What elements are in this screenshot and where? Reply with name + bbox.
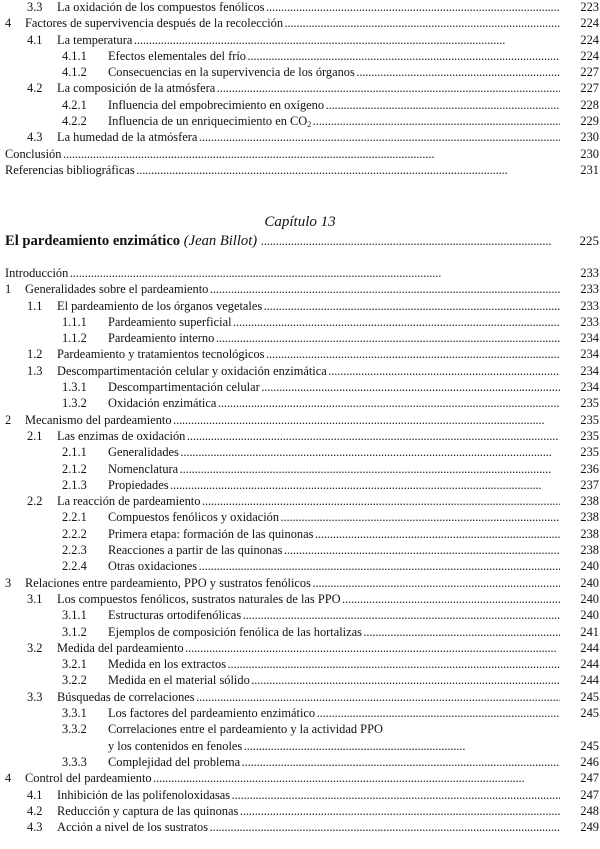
toc-previous-chapter [0, 0, 600, 178]
toc-entry-number: 1.2 [27, 347, 43, 362]
toc-entry[interactable] [0, 509, 600, 525]
toc-entry-title-text: La humedad de la atmósfera [57, 130, 198, 145]
toc-entry[interactable] [0, 113, 600, 129]
toc-entry-page-number: 240 [580, 575, 599, 590]
toc-entry-title [108, 395, 560, 411]
toc-entry-title-text: Generalidades sobre el pardeamiento [25, 282, 209, 297]
toc-entry[interactable] [0, 526, 600, 542]
toc-entry-title [108, 330, 560, 346]
toc-entry-page-number: 240 [580, 608, 599, 623]
toc-entry-title [25, 575, 560, 591]
toc-entry-title [5, 265, 560, 281]
toc-entry-number: 3.1 [27, 591, 43, 606]
toc-entry-page-number: 247 [580, 771, 599, 786]
toc-entry-title-text: Pardeamiento superficial [108, 314, 232, 329]
toc-entry-number: 2.1.3 [62, 477, 87, 492]
toc-entry-page-number: 246 [580, 754, 599, 769]
toc-entry[interactable] [0, 15, 600, 31]
toc-entry-title-text: Propiedades [108, 477, 169, 492]
toc-entry-title-text: Descompartimentación celular [108, 380, 260, 395]
toc-entry-title-text: Descompartimentación celular y oxidación enzimática [57, 363, 327, 378]
toc-entry-page-number: 230 [580, 146, 599, 161]
toc-entry[interactable] [0, 575, 600, 591]
toc-entry-title [57, 819, 560, 835]
toc-entry-title-text: Generalidades [108, 445, 179, 460]
toc-entry-title [57, 363, 560, 379]
toc-entry-number: 3.3.3 [62, 754, 87, 769]
toc-entry-number: 3.3.1 [62, 706, 87, 721]
toc-entry-number: 1.3 [27, 363, 43, 378]
toc-entry-number: 4.2.1 [62, 97, 87, 112]
toc-entry-title [57, 298, 560, 314]
toc-entry-number: 2.1.2 [62, 461, 87, 476]
toc-entry-page-number: 244 [580, 657, 599, 672]
toc-entry-title-text: Control del pardeamiento [25, 771, 152, 786]
toc-entry-title [108, 444, 560, 460]
toc-entry-title-line: Correlaciones entre el pardeamiento y la actividad PPO [108, 722, 383, 737]
toc-entry[interactable] [0, 363, 600, 379]
toc-entry-page-number: 248 [580, 803, 599, 818]
toc-entry[interactable] [0, 672, 600, 688]
toc-entry-title [25, 281, 560, 297]
toc-entry-title-text: Medida del pardeamiento [57, 640, 184, 655]
toc-entry-page-number: 224 [580, 48, 599, 63]
toc-entry[interactable] [0, 379, 600, 395]
toc-entry[interactable] [0, 330, 600, 346]
toc-entry-page-number: 230 [580, 130, 599, 145]
toc-entry-title [57, 80, 560, 96]
toc-entry[interactable] [0, 64, 600, 80]
toc-entry-title-text: Factores de supervivencia después de la recolección [25, 16, 284, 31]
toc-entry-title [108, 314, 560, 330]
toc-entry-title-text: Oxidación enzimática [108, 396, 217, 411]
toc-entry-title [57, 32, 560, 48]
toc-entry-number: 3.2.1 [62, 657, 87, 672]
toc-entry-title-text: La temperatura [57, 32, 133, 47]
toc-entry-number: 3.1.1 [62, 608, 87, 623]
toc-entry-subscript: 2 [307, 120, 312, 130]
toc-entry-title [108, 624, 560, 640]
toc-entry-page-number: 240 [580, 591, 599, 606]
toc-entry[interactable] [0, 412, 600, 428]
toc-entry-page-number: 233 [580, 314, 599, 329]
toc-entry-number: 4.2 [27, 81, 43, 96]
chapter-page-number: 225 [579, 233, 599, 248]
toc-entry-page-number: 233 [580, 298, 599, 313]
toc-entry-page-number: 247 [580, 787, 599, 802]
toc-entry-title [57, 591, 560, 607]
toc-entry-number: 2.2 [27, 494, 43, 509]
toc-entry[interactable] [0, 346, 600, 362]
toc-entry-title-text: Inhibición de las polifenoloxidasas [57, 787, 231, 802]
toc-entry-title [108, 558, 560, 574]
toc-entry-number: 3.1.2 [62, 624, 87, 639]
toc-entry[interactable] [0, 705, 600, 721]
toc-entry-number: 2.2.2 [62, 526, 87, 541]
toc-entry-page-number: 236 [580, 461, 599, 476]
toc-entry[interactable] [0, 32, 600, 48]
toc-entry-title-text: Nomenclatura [108, 461, 179, 476]
toc-entry-title [108, 97, 560, 113]
toc-entry-title-text: Los compuestos fenólicos, sustratos naturales de las PPO [57, 591, 341, 606]
toc-entry[interactable] [0, 803, 600, 819]
toc-entry-title [5, 162, 560, 178]
toc-entry-title [108, 656, 560, 672]
toc-entry-page-number: 235 [580, 412, 599, 427]
toc-entry-title-text: Influencia de un enriquecimiento en CO [108, 114, 308, 129]
toc-entry-page-number: 245 [580, 689, 599, 704]
toc-entry[interactable] [0, 48, 600, 64]
toc-entry[interactable] [0, 787, 600, 803]
toc-entry-title-text: Conclusión [5, 146, 62, 161]
toc-entry[interactable] [0, 656, 600, 672]
toc-entry-page-number: 224 [580, 32, 599, 47]
toc-entry[interactable] [0, 640, 600, 656]
toc-entry[interactable] [0, 770, 600, 786]
toc-entry-page-number: 229 [580, 114, 599, 129]
toc-chapter-13 [0, 265, 600, 835]
toc-entry-number: 3 [5, 575, 12, 590]
toc-entry-number: 4.2 [27, 803, 43, 818]
toc-entry-title [57, 428, 560, 444]
toc-entry-title-text: Acción a nivel de los sustratos [57, 820, 209, 835]
toc-entry-page-number: 227 [580, 65, 599, 80]
toc-entry-title [108, 542, 560, 558]
toc-entry-number: 3.3 [27, 0, 43, 14]
toc-entry-title-text: Complejidad del problema [108, 754, 241, 769]
toc-entry-page-number: 224 [580, 16, 599, 31]
toc-entry-page-number: 238 [580, 526, 599, 541]
toc-entry-title-text: Compuestos fenólicos y oxidación [108, 510, 280, 525]
toc-entry[interactable] [0, 542, 600, 558]
toc-entry-title-text: Las enzimas de oxidación [57, 428, 186, 443]
toc-entry-title-text: La oxidación de los compuestos fenólicos [57, 0, 265, 14]
toc-entry-page-number: 237 [580, 477, 599, 492]
toc-entry-number: 1.1.1 [62, 314, 87, 329]
toc-entry-page-number: 227 [580, 81, 599, 96]
toc-entry[interactable] [0, 477, 600, 493]
chapter-title: El pardeamiento enzimático [5, 233, 181, 249]
toc-entry-number: 3.2 [27, 640, 43, 655]
toc-entry-number: 4.2.2 [62, 114, 87, 129]
toc-entry-title-text: Los factores del pardeamiento enzimático [108, 706, 316, 721]
toc-entry-title [108, 477, 560, 493]
toc-entry-number: 2 [5, 412, 12, 427]
toc-entry-title [5, 146, 560, 162]
toc-entry-title-text: Introducción [5, 266, 69, 280]
toc-entry-title-text: El pardeamiento de los órganos vegetales [57, 298, 263, 313]
toc-entry-page-number: 234 [580, 347, 599, 362]
toc-entry-title [108, 48, 560, 64]
toc-entry-title-text: Estructuras ortodifenólicas [108, 608, 242, 623]
toc-entry-page-number: 234 [580, 380, 599, 395]
toc-entry-title [57, 803, 560, 819]
toc-entry[interactable] [0, 428, 600, 444]
toc-entry-title-text: Efectos elementales del frío [108, 48, 246, 63]
toc-entry-title-text: Referencias bibliográficas [5, 162, 135, 177]
toc-entry-title [108, 526, 560, 542]
toc-entry-number: 1.1.2 [62, 331, 87, 346]
toc-entry[interactable] [0, 162, 600, 178]
toc-entry-title-text: Pardeamiento interno [108, 331, 215, 346]
toc-entry-title [108, 705, 560, 721]
toc-entry-page-number: 228 [580, 97, 599, 112]
toc-entry[interactable] [0, 0, 600, 15]
toc-entry-page-number: 223 [580, 0, 599, 14]
toc-entry-title [57, 129, 560, 145]
toc-entry[interactable] [0, 558, 600, 574]
toc-entry-page-number: 234 [580, 331, 599, 346]
toc-entry-number: 2.1 [27, 428, 43, 443]
toc-entry-page-number: 244 [580, 673, 599, 688]
toc-entry-title [57, 640, 560, 656]
toc-entry-page-number: 233 [580, 282, 599, 297]
toc-entry-page-number: 235 [580, 396, 599, 411]
toc-entry-number: 2.2.3 [62, 543, 87, 558]
toc-entry[interactable] [0, 819, 600, 835]
toc-entry-title-text: Relaciones entre pardeamiento, PPO y sustratos fenólicos [25, 575, 311, 590]
toc-entry-page-number: 233 [580, 266, 599, 280]
toc-entry[interactable] [0, 97, 600, 113]
toc-entry-page-number: 240 [580, 559, 599, 574]
toc-entry-number: 1.1 [27, 298, 43, 313]
toc-entry[interactable] [0, 314, 600, 330]
toc-entry[interactable] [0, 591, 600, 607]
toc-entry-title [108, 461, 560, 477]
toc-entry-title [108, 672, 560, 688]
chapter-author: (Jean Billot) [183, 233, 258, 249]
toc-entry[interactable] [0, 461, 600, 477]
toc-entry-title [108, 607, 560, 623]
toc-entry[interactable] [0, 265, 600, 281]
toc-entry-page-number: 245 [580, 706, 599, 721]
toc-entry-title-text: Mecanismo del pardeamiento [25, 412, 172, 427]
toc-entry-number: 1 [5, 282, 12, 297]
toc-entry[interactable] [0, 624, 600, 640]
toc-entry-number: 3.3.2 [62, 722, 87, 737]
toc-entry-title-text: Búsquedas de correlaciones [57, 689, 195, 704]
toc-entry[interactable] [0, 444, 600, 460]
toc-entry[interactable] [0, 129, 600, 145]
toc-entry-number: 4.3 [27, 130, 43, 145]
toc-entry-number: 4 [5, 771, 12, 786]
toc-entry[interactable] [0, 80, 600, 96]
toc-entry[interactable] [0, 607, 600, 623]
toc-entry-title [108, 509, 560, 525]
toc-entry[interactable] [0, 754, 600, 770]
toc-entry-title-text: Medida en el material sólido [108, 673, 250, 688]
toc-entry[interactable] [0, 146, 600, 162]
toc-entry-number: 4.1 [27, 787, 43, 802]
toc-entry-title [25, 412, 560, 428]
toc-entry-number: 3.2.2 [62, 673, 87, 688]
toc-entry-title-text: Medida en los extractos [108, 657, 227, 672]
toc-entry-title [57, 0, 560, 15]
toc-entry-title-text: Influencia del empobrecimiento en oxígeno [108, 97, 325, 112]
toc-entry-page-number: 238 [580, 494, 599, 509]
toc-entry-number: 1.3.2 [62, 396, 87, 411]
toc-entry-title [108, 379, 560, 395]
toc-entry-title [108, 754, 560, 770]
toc-entry-number: 2.1.1 [62, 445, 87, 460]
toc-entry-page-number: 235 [580, 445, 599, 460]
toc-entry-number: 3.3 [27, 689, 43, 704]
toc-entry-title-text: La composición de la atmósfera [57, 81, 216, 96]
toc-entry-title-line: y los contenidos en fenoles . . . . . . . . . . . . . . . . . . . . . . . . . . . . . . . . . . . . . . . . . . . . . . . . . . . . . . . . . . . . . . . . . . . . . . . . . . [108, 738, 464, 753]
toc-entry-page-number: 249 [580, 820, 599, 835]
toc-entry[interactable] [0, 298, 600, 314]
toc-entry-number: 4 [5, 16, 12, 31]
toc-entry-title-text: Reducción y captura de las quinonas [57, 803, 239, 818]
toc-entry-title [25, 15, 560, 31]
toc-entry-title-text: La reacción de pardeamiento [57, 494, 201, 509]
toc-entry-page-number: 238 [580, 543, 599, 558]
toc-entry-number: 4.1 [27, 32, 43, 47]
toc-entry-title [57, 346, 560, 362]
toc-entry-page-number: 234 [580, 363, 599, 378]
toc-entry-title-text: Ejemplos de composición fenólica de las hortalizas [108, 624, 362, 639]
toc-entry-title [57, 493, 560, 509]
toc-entry[interactable] [0, 281, 600, 297]
toc-entry-number: 1.3.1 [62, 380, 87, 395]
chapter-label: Capítulo 13 [264, 214, 336, 230]
toc-entry[interactable] [0, 493, 600, 509]
toc-entry-title [25, 770, 560, 786]
toc-entry-page-number: 231 [580, 162, 599, 177]
toc-entry-title-text: Otras oxidaciones [108, 559, 198, 574]
toc-entry[interactable] [0, 689, 600, 705]
toc-entry-title-text: Pardeamiento y tratamientos tecnológicos [57, 347, 265, 362]
toc-entry-page-number: 244 [580, 640, 599, 655]
toc-entry-title-text: Primera etapa: formación de las quinonas [108, 526, 314, 541]
toc-entry-title [108, 64, 560, 80]
toc-entry-number: 4.1.1 [62, 48, 87, 63]
toc-entry-title-text: Consecuencias en la supervivencia de los órganos [108, 65, 355, 80]
toc-entry-number: 4.3 [27, 820, 43, 835]
chapter-title-entry[interactable] [0, 231, 600, 251]
toc-entry-title [57, 689, 560, 705]
toc-entry-title [108, 721, 560, 754]
toc-entry-page-number: 241 [580, 624, 599, 639]
toc-entry[interactable] [0, 721, 600, 754]
toc-entry[interactable] [0, 395, 600, 411]
toc-entry-title [57, 787, 560, 803]
toc-entry-title-text: Reacciones a partir de las quinonas [108, 543, 283, 558]
toc-entry-page-number: 235 [580, 428, 599, 443]
toc-entry-page-number: 245 [580, 738, 599, 753]
toc-entry-page-number: 238 [580, 510, 599, 525]
toc-entry-number: 4.1.2 [62, 65, 87, 80]
toc-entry-number: 2.2.1 [62, 510, 87, 525]
toc-entry-number: 2.2.4 [62, 559, 87, 574]
